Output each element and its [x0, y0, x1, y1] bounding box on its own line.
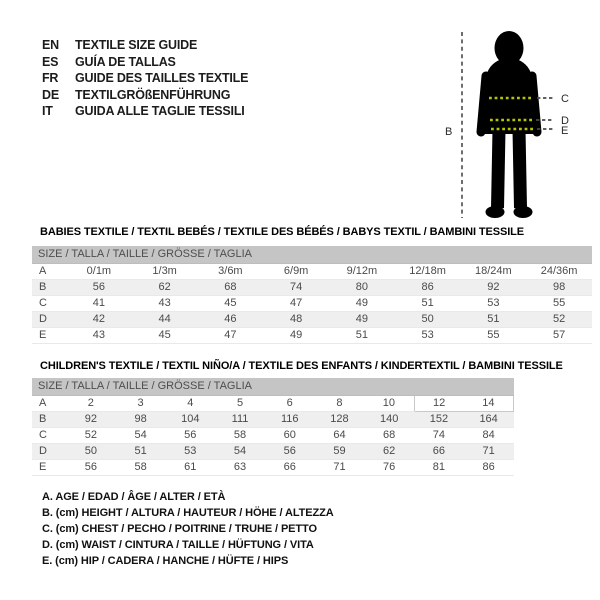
size-cell: 116 [265, 412, 315, 428]
size-cell: 3/6m [198, 264, 264, 280]
row-letter: A [32, 264, 66, 280]
language-title: TEXTILE SIZE GUIDE [75, 38, 198, 52]
size-cell: 56 [66, 280, 132, 296]
size-cell: 14 [464, 396, 514, 412]
row-letter: B [32, 280, 66, 296]
size-row-height [32, 280, 592, 296]
silhouette-torso [485, 58, 533, 134]
legend-item-chest: C. (cm) CHEST / PECHO / POITRINE / TRUHE / PETTO [42, 523, 317, 536]
size-cell: 54 [116, 428, 166, 444]
size-cell: 5 [215, 396, 265, 412]
size-cell: 47 [198, 328, 264, 344]
language-code: DE [42, 87, 59, 102]
language-code: FR [42, 71, 59, 86]
silhouette-left-leg [498, 130, 500, 208]
child-silhouette [481, 31, 537, 218]
size-cell: 12/18m [395, 264, 461, 280]
size-cell: 42 [66, 312, 132, 328]
size-cell: 68 [198, 280, 264, 296]
childrens-size-table [32, 378, 514, 476]
silhouette-right-arm [532, 76, 537, 132]
size-cell: 56 [265, 444, 315, 460]
language-code: IT [42, 104, 53, 119]
size-cell: 45 [198, 296, 264, 312]
size-header-label: SIZE / TALLA / TAILLE / GRÖSSE / TAGLIA [32, 246, 592, 264]
size-cell: 58 [116, 460, 166, 476]
size-cell: 45 [132, 328, 198, 344]
size-cell: 56 [66, 460, 116, 476]
size-cell: 41 [66, 296, 132, 312]
size-row-hip [32, 460, 514, 476]
size-header-label: SIZE / TALLA / TAILLE / GRÖSSE / TAGLIA [32, 378, 514, 396]
size-cell: 18/24m [461, 264, 527, 280]
size-cell: 9/12m [329, 264, 395, 280]
size-row-height [32, 412, 514, 428]
size-cell: 128 [315, 412, 365, 428]
size-cell: 98 [116, 412, 166, 428]
size-cell: 60 [265, 428, 315, 444]
language-item-it [42, 103, 248, 120]
size-row-hip [32, 328, 592, 344]
measurement-figure [440, 12, 596, 230]
row-letter: C [32, 296, 66, 312]
size-cell: 4 [165, 396, 215, 412]
size-row-chest [32, 428, 514, 444]
size-cell: 52 [526, 312, 592, 328]
legend-item-hip: E. (cm) HIP / CADERA / HANCHE / HÜFTE / HIPS [42, 555, 289, 568]
language-code: ES [42, 54, 59, 69]
row-letter: B [32, 412, 66, 428]
size-cell: 0/1m [66, 264, 132, 280]
size-cell: 55 [526, 296, 592, 312]
size-cell: 43 [66, 328, 132, 344]
size-cell: 76 [364, 460, 414, 476]
size-cell: 24/36m [526, 264, 592, 280]
size-row-age [32, 396, 514, 412]
language-title: GUÍA DE TALLAS [75, 54, 176, 69]
size-cell: 51 [461, 312, 527, 328]
size-cell: 3 [116, 396, 166, 412]
language-item-es [42, 54, 248, 71]
size-cell: 43 [132, 296, 198, 312]
size-header-band [32, 246, 592, 264]
size-cell: 64 [315, 428, 365, 444]
language-item-fr [42, 70, 248, 87]
size-cell: 66 [414, 444, 464, 460]
size-cell: 46 [198, 312, 264, 328]
size-cell: 57 [526, 328, 592, 344]
size-row-waist [32, 312, 592, 328]
size-cell: 63 [215, 460, 265, 476]
size-cell: 51 [329, 328, 395, 344]
silhouette-right-leg [519, 130, 521, 208]
silhouette-left-foot [486, 206, 505, 218]
size-cell: 12 [414, 396, 464, 412]
size-cell: 74 [414, 428, 464, 444]
waist-label: D [561, 115, 569, 127]
language-title: GUIDE DES TAILLES TEXTILE [75, 71, 249, 86]
language-code: EN [42, 38, 59, 52]
size-cell: 52 [66, 428, 116, 444]
size-cell: 152 [414, 412, 464, 428]
size-cell: 53 [165, 444, 215, 460]
size-cell: 49 [329, 312, 395, 328]
size-cell: 1/3m [132, 264, 198, 280]
size-cell: 50 [395, 312, 461, 328]
row-letter: E [32, 460, 66, 476]
size-row-age [32, 264, 592, 280]
size-cell: 98 [526, 280, 592, 296]
size-cell: 10 [364, 396, 414, 412]
babies-size-table [32, 246, 592, 344]
size-row-waist [32, 444, 514, 460]
size-cell: 164 [464, 412, 514, 428]
size-cell: 74 [263, 280, 329, 296]
size-cell: 62 [364, 444, 414, 460]
size-cell: 51 [116, 444, 166, 460]
size-header-band [32, 378, 514, 396]
row-letter: D [32, 312, 66, 328]
height-label: B [445, 126, 453, 138]
row-letter: E [32, 328, 66, 344]
size-cell: 92 [66, 412, 116, 428]
size-cell: 80 [329, 280, 395, 296]
language-item-en [42, 37, 248, 54]
size-row-chest [32, 296, 592, 312]
size-cell: 86 [395, 280, 461, 296]
measurement-legend [42, 489, 334, 569]
size-cell: 6 [265, 396, 315, 412]
size-cell: 49 [329, 296, 395, 312]
size-cell: 2 [66, 396, 116, 412]
size-cell: 111 [215, 412, 265, 428]
size-cell: 68 [364, 428, 414, 444]
size-cell: 53 [395, 328, 461, 344]
legend-item-age: A. AGE / EDAD / ÂGE / ALTER / ETÀ [42, 491, 226, 503]
size-cell: 54 [215, 444, 265, 460]
language-title: GUIDA ALLE TAGLIE TESSILI [75, 104, 245, 119]
size-cell: 47 [263, 296, 329, 312]
size-cell: 61 [165, 460, 215, 476]
size-cell: 86 [464, 460, 514, 476]
size-cell: 48 [263, 312, 329, 328]
row-letter: A [32, 396, 66, 412]
size-cell: 49 [263, 328, 329, 344]
silhouette-right-foot [514, 206, 533, 218]
size-cell: 140 [364, 412, 414, 428]
size-cell: 62 [132, 280, 198, 296]
size-cell: 55 [461, 328, 527, 344]
language-item-de [42, 87, 248, 104]
size-cell: 56 [165, 428, 215, 444]
size-cell: 44 [132, 312, 198, 328]
legend-item-height: B. (cm) HEIGHT / ALTURA / HAUTEUR / HÖHE / ALTEZZA [42, 507, 334, 520]
row-letter: D [32, 444, 66, 460]
hip-label: E [561, 125, 569, 137]
size-cell: 92 [461, 280, 527, 296]
size-cell: 51 [395, 296, 461, 312]
babies-section-title: BABIES TEXTILE / TEXTIL BEBÉS / TEXTILE DES BÉBÉS / BABYS TEXTIL / BAMBINI TESSILE [40, 226, 525, 238]
language-title: TEXTILGRÖßENFÜHRUNG [75, 87, 231, 102]
size-cell: 59 [315, 444, 365, 460]
size-cell: 8 [315, 396, 365, 412]
size-cell: 81 [414, 460, 464, 476]
size-cell: 50 [66, 444, 116, 460]
child-silhouette-svg [440, 12, 596, 230]
silhouette-left-arm [481, 76, 486, 132]
chest-label: C [561, 93, 569, 105]
size-cell: 84 [464, 428, 514, 444]
row-letter: C [32, 428, 66, 444]
size-cell: 66 [265, 460, 315, 476]
size-cell: 53 [461, 296, 527, 312]
size-cell: 104 [165, 412, 215, 428]
legend-item-waist: D. (cm) WAIST / CINTURA / TAILLE / HÜFTUNG / VITA [42, 539, 314, 552]
size-cell: 71 [315, 460, 365, 476]
size-cell: 58 [215, 428, 265, 444]
childrens-section-title: CHILDREN'S TEXTILE / TEXTIL NIÑO/A / TEXTILE DES ENFANTS / KINDERTEXTIL / BAMBINI TESSILE [40, 360, 563, 372]
size-cell: 6/9m [263, 264, 329, 280]
language-list [42, 37, 248, 120]
size-cell: 71 [464, 444, 514, 460]
